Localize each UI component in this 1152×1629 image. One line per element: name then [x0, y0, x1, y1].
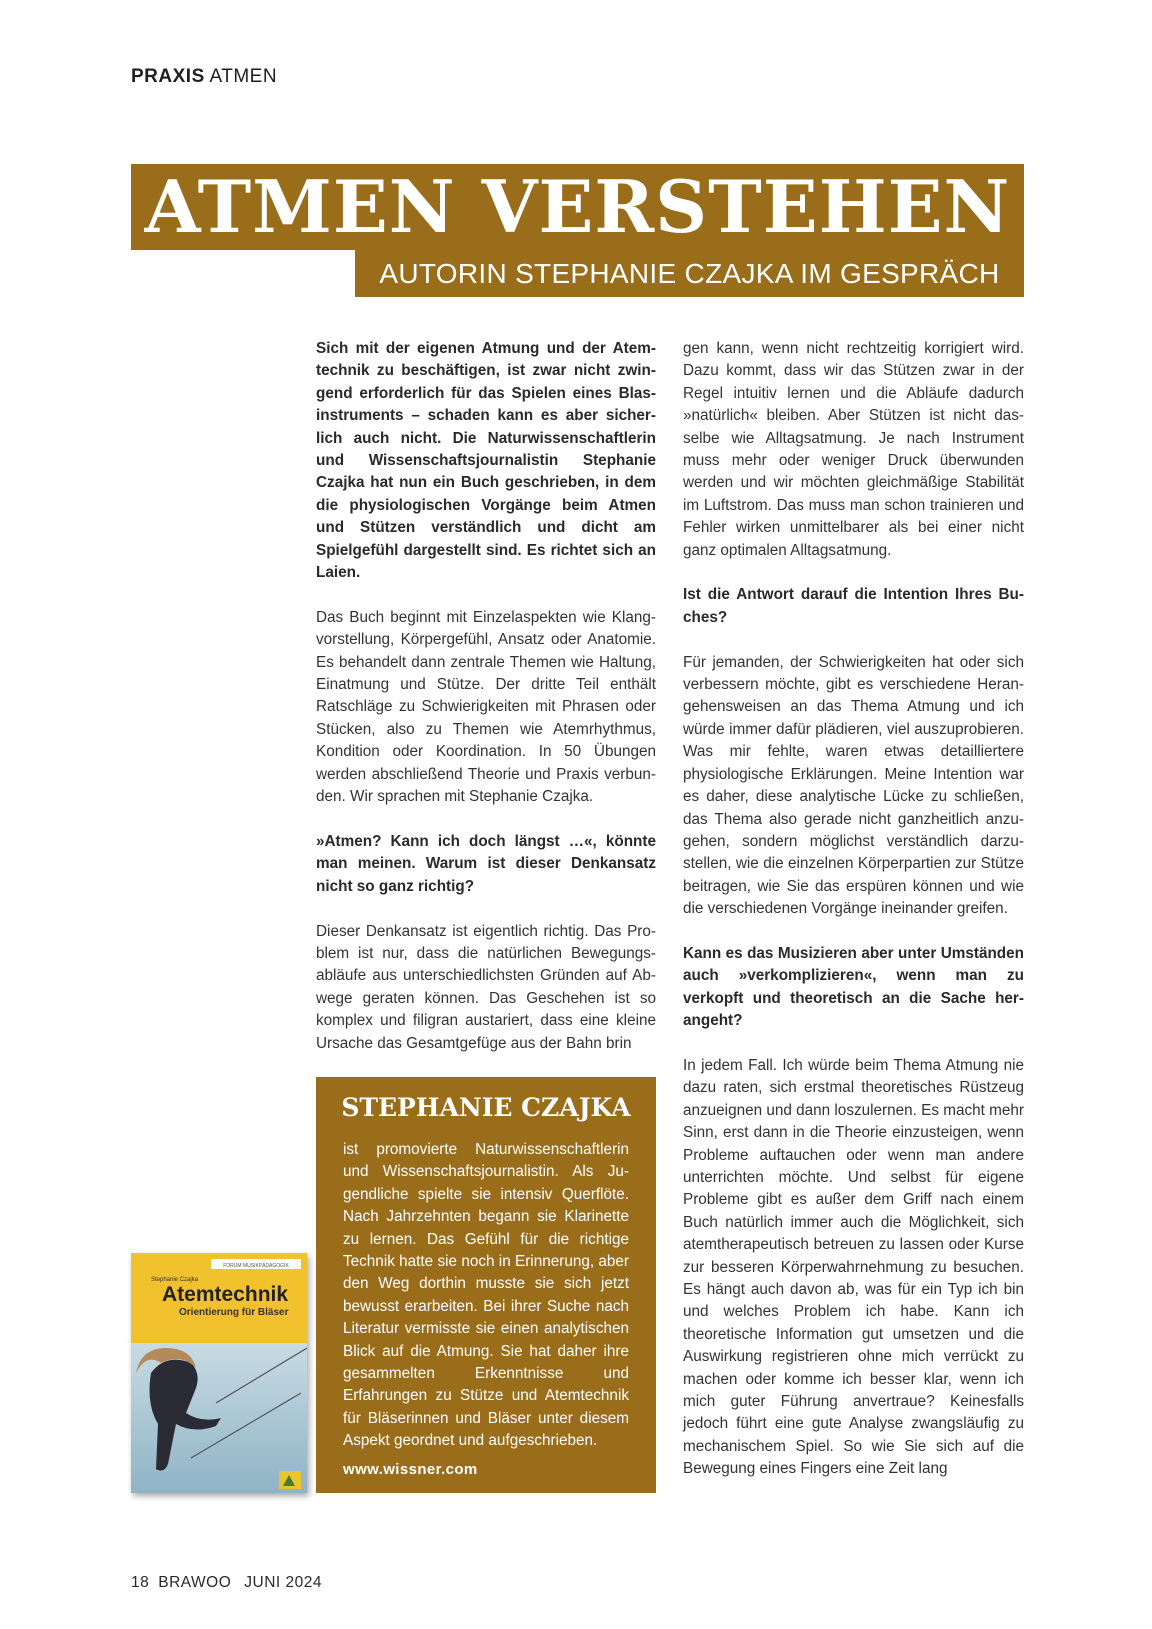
- interview-question: Kann es das Musizieren aber unter Umständen auch »verkomplizieren«, wenn man zu verkopft und theoretisch an die Sache herangeht?: [683, 944, 1024, 1030]
- page-title: ATMEN VERSTEHEN: [144, 164, 1011, 249]
- subtitle-banner: [355, 250, 1024, 297]
- book-title: Atemtechnik: [162, 1283, 289, 1306]
- section-topic: ATMEN: [209, 66, 278, 87]
- bio-name: STEPHANIE CZAJKA: [341, 1093, 631, 1122]
- interview-question: »Atmen? Kann ich doch längst …«, könnte man meinen. Warum ist dieser Denkansatz nicht so ganz richtig?: [316, 832, 656, 895]
- page-footer: [131, 1574, 331, 1592]
- book-series: FORUM MUSIKPÄDAGOGIK: [223, 1263, 289, 1269]
- page-number: 18: [131, 1574, 150, 1591]
- publisher-link[interactable]: www.wissner.com: [343, 1461, 478, 1478]
- article-column-2: [683, 338, 1024, 1481]
- body-paragraph: Dieser Denkansatz ist eigentlich richtig. Das Problem ist nur, dass die natürlichen Bewegungsabläufe aus unterschiedlichsten Gründen auf Abwege geraten können. Das Geschehen ist so komplex und filigran austariert, dass eine kleine Ursache das Gesamtgefüge aus der Bahn brin: [316, 922, 656, 1052]
- title-banner: [131, 164, 1024, 250]
- magazine-name: BRAWOO: [158, 1574, 232, 1591]
- body-paragraph: gen kann, wenn nicht rechtzeitig korrigiert wird. Dazu kommt, dass wir das Stützen zwar in der Regel intuitiv lernen und die Abläufe dadurch »natürlich« bleiben. Aber Stützen ist nicht dasselbe wie Alltagsatmung. Je nach Instrument muss mehr oder weniger Druck überwunden werden und wir möchten gleichmäßige Stabilität im Luftstrom. Das muss man schon trainieren und Fehler wirken unmittelbarer als bei einer nicht ganz optimalen Alltagsatmung.: [683, 340, 1024, 559]
- body-paragraph: Das Buch beginnt mit Einzelaspekten wie Klangvorstellung, Körpergefühl, Ansatz oder Anatomie. Es behandelt dann zentrale Themen wie Haltung, Einatmung und Stütze. Der dritte Teil enthält Ratschläge zu Schwierigkeiten mit Phrasen oder Stücken, also zu Themen wie Atemrhythmus, Kondition oder Koordination. In 50 Übungen werden abschließend Theorie und Praxis verbunden. Wir sprachen mit Stephanie Czajka.: [316, 608, 656, 806]
- interview-question: Ist die Antwort darauf die Intention Ihres Buches?: [683, 586, 1024, 626]
- body-paragraph: Für jemanden, der Schwierigkeiten hat oder sich verbessern möchte, gibt es verschiedene Herangehensweisen an das Thema Atmung und ich würde immer dafür plädieren, viel auszuprobieren. Was mir fehlte, waren etwas detailliertere physiologische Erklärungen. Meine Intention war es daher, diese analytische Lücke zu schließen, das Thema also gerade nicht ganzheitlich anzugehen, sondern möglichst verständlich darzustellen, wie die einzelnen Körperpartien zur Stütze beitragen, wie Sie das erspüren können und wie die verschiedenen Vorgänge ineinander greifen.: [683, 653, 1024, 918]
- book-cover-image: [131, 1253, 307, 1493]
- issue-date: JUNI 2024: [244, 1574, 323, 1591]
- book-subtitle: Orientierung für Bläser: [179, 1307, 289, 1318]
- intro-paragraph: Sich mit der eigenen Atmung und der Atemtechnik zu beschäftigen, ist zwar nicht zwingend erforderlich für das Spielen eines Blasinstruments – schaden kann es aber sicherlich auch nicht. Die Naturwissenschaftlerin und Wissenschaftsjournalistin Stephanie Czajka hat nun ein Buch geschrieben, in dem die physiologischen Vorgänge beim Atmen und Stützen verständlich und dicht am Spielgefühl dargestellt sind. Es richtet sich an Laien.: [316, 340, 656, 582]
- section-name: PRAXIS: [131, 66, 205, 87]
- bio-text: ist promovierte Naturwissenschaftlerin und Wissenschaftsjournalistin. Als Jugendliche spielte sie intensiv Querflöte. Nach Jahrzehnten begann sie Klarinette zu lernen. Das Gefühl für die richtige Technik hatte sie noch in Erinnerung, aber den Weg dorthin musste sie sich jetzt bewusst erarbeiten. Bei ihrer Suche nach Literatur vermisste sie einen analytischen Blick auf die Atmung. Sie hat daher ihre gesammelten Erkenntnisse und Erfahrungen zu Stütze und Atemtechnik für Bläserinnen und Bläser unter diesem Aspekt geordnet und aufgeschrieben.: [343, 1141, 629, 1450]
- book-author: Stephanie Czajka: [151, 1277, 199, 1283]
- article-column-1: [316, 338, 656, 1077]
- author-bio-box: [316, 1077, 656, 1493]
- body-paragraph: In jedem Fall. Ich würde beim Thema Atmung nie dazu raten, sich erstmal theoretisches Rüstzeug anzueignen und dann loszulernen. Es macht mehr Sinn, erst dann in die Theorie einzusteigen, wenn Probleme auftauchen oder wenn man andere unterrichten möchte. Und selbst für eigene Probleme gibt es außer dem Griff nach einem Buch natürlich immer auch die Möglichkeit, sich atemtherapeutisch betreuen zu lassen oder Kurse zur besseren Körperwahrnehmung zu besuchen. Es hängt auch davon ab, was für ein Typ ich bin und welches Problem ich habe. Kann ich theoretische Information gut umsetzen und die Auswirkung registrieren ohne mich verrückt zu machen oder komme ich besser klar, wenn ich mich guter Führung anvertraue? Keinesfalls jedoch führt eine gute Analyse zwangsläufig zu mechanischem Spiel. So wie Sie sich auf die Bewegung eines Fingers eine Zeit lang: [683, 1056, 1024, 1478]
- section-label: [131, 66, 277, 88]
- page-subtitle: AUTORIN STEPHANIE CZAJKA IM GESPRÄCH: [379, 258, 1000, 289]
